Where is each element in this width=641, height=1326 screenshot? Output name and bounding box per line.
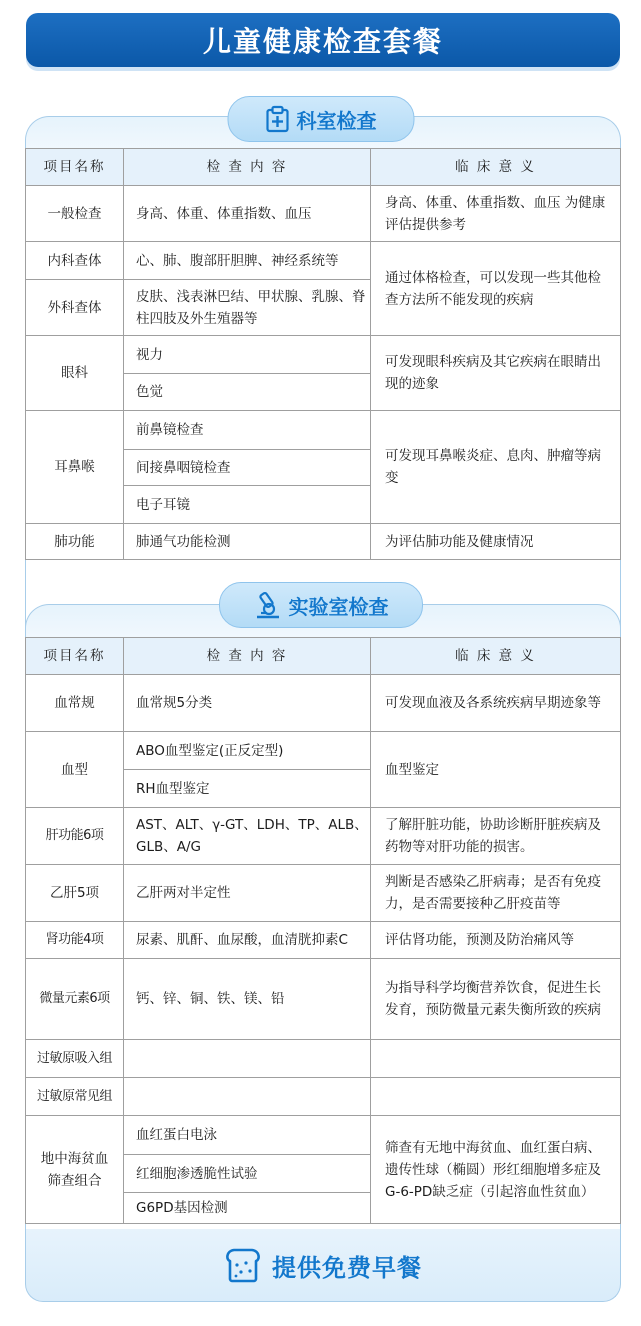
table-row bbox=[26, 1040, 621, 1078]
item-name: 肾功能4项 bbox=[26, 922, 124, 959]
clipboard-plus-icon bbox=[265, 105, 291, 133]
item-name: 血常规 bbox=[26, 675, 124, 732]
item-name: 肝功能6项 bbox=[26, 808, 124, 865]
item-name: 肺功能 bbox=[26, 524, 124, 560]
header-meaning: 临 床 意 义 bbox=[371, 638, 621, 675]
item-meaning: 了解肝脏功能，协助诊断肝脏疾病及药物等对肝功能的损害。 bbox=[371, 808, 621, 865]
bread-icon bbox=[224, 1247, 262, 1283]
item-content: 血红蛋白电泳 bbox=[124, 1116, 371, 1155]
table-row bbox=[26, 1078, 621, 1116]
item-name: 过敏原吸入组 bbox=[26, 1040, 124, 1078]
item-content: G6PD基因检测 bbox=[124, 1193, 371, 1224]
item-meaning: 可发现眼科疾病及其它疾病在眼睛出现的迹象 bbox=[371, 336, 621, 411]
item-meaning: 评估肾功能，预测及防治痛风等 bbox=[371, 922, 621, 959]
item-content: 肺通气功能检测 bbox=[124, 524, 371, 560]
item-meaning: 筛查有无地中海贫血、血红蛋白病、遗传性球（椭圆）形红细胞增多症及G-6-PD缺乏症（引起溶血性贫血） bbox=[371, 1116, 621, 1224]
item-content: 乙肝两对半定性 bbox=[124, 865, 371, 922]
item-name: 微量元素6项 bbox=[26, 959, 124, 1040]
item-name: 过敏原常见组 bbox=[26, 1078, 124, 1116]
item-content: 血常规5分类 bbox=[124, 675, 371, 732]
section-title-lab bbox=[219, 582, 423, 628]
item-content: 电子耳镜 bbox=[124, 486, 371, 524]
section-title-text: 实验室检查 bbox=[288, 594, 389, 619]
header-content: 检 查 内 容 bbox=[124, 149, 371, 186]
item-meaning: 判断是否感染乙肝病毒；是否有免疫力，是否需要接种乙肝疫苗等 bbox=[371, 865, 621, 922]
item-content: RH血型鉴定 bbox=[124, 770, 371, 808]
item-content: 色觉 bbox=[124, 374, 371, 411]
lab-table bbox=[25, 637, 621, 1224]
free-breakfast-banner bbox=[25, 1229, 621, 1302]
item-content: ABO血型鉴定(正反定型) bbox=[124, 732, 371, 770]
item-name: 眼科 bbox=[26, 336, 124, 411]
item-name: 地中海贫血筛查组合 bbox=[26, 1116, 124, 1224]
item-name: 外科查体 bbox=[26, 280, 124, 336]
item-meaning bbox=[371, 1078, 621, 1116]
page-title: 儿童健康检查套餐 bbox=[202, 25, 443, 58]
item-meaning: 可发现血液及各系统疾病早期迹象等 bbox=[371, 675, 621, 732]
table-row bbox=[26, 922, 621, 959]
item-meaning: 身高、体重、体重指数、血压 为健康评估提供参考 bbox=[371, 186, 621, 242]
microscope-icon bbox=[253, 590, 283, 620]
item-meaning: 通过体格检查，可以发现一些其他检查方法所不能发现的疾病 bbox=[371, 242, 621, 336]
item-content: AST、ALT、γ-GT、LDH、TP、ALB、GLB、A/G bbox=[124, 808, 371, 865]
item-content: 钙、锌、铜、铁、镁、铅 bbox=[124, 959, 371, 1040]
table-row bbox=[26, 808, 621, 865]
item-name: 乙肝5项 bbox=[26, 865, 124, 922]
item-meaning: 可发现耳鼻喉炎症、息肉、肿瘤等病变 bbox=[371, 411, 621, 524]
section-title-department bbox=[227, 96, 414, 142]
department-table bbox=[25, 148, 621, 560]
header-content: 检 查 内 容 bbox=[124, 638, 371, 675]
table-row bbox=[26, 242, 621, 280]
item-meaning bbox=[371, 1040, 621, 1078]
item-meaning: 为评估肺功能及健康情况 bbox=[371, 524, 621, 560]
header-name: 项目名称 bbox=[26, 638, 124, 675]
item-content bbox=[124, 1078, 371, 1116]
table-row bbox=[26, 959, 621, 1040]
item-name: 耳鼻喉 bbox=[26, 411, 124, 524]
item-meaning: 血型鉴定 bbox=[371, 732, 621, 808]
item-content: 心、肺、腹部肝胆脾、神经系统等 bbox=[124, 242, 371, 280]
table-row bbox=[26, 336, 621, 374]
item-name: 血型 bbox=[26, 732, 124, 808]
section-title-text: 科室检查 bbox=[296, 108, 377, 133]
item-name: 一般检查 bbox=[26, 186, 124, 242]
item-content bbox=[124, 1040, 371, 1078]
table-row bbox=[26, 186, 621, 242]
table-row bbox=[26, 865, 621, 922]
header-meaning: 临 床 意 义 bbox=[371, 149, 621, 186]
table-row bbox=[26, 675, 621, 732]
page-title-bar bbox=[26, 13, 620, 67]
table-header-row bbox=[26, 149, 621, 186]
table-header-row bbox=[26, 638, 621, 675]
item-meaning: 为指导科学均衡营养饮食，促进生长发育，预防微量元素失衡所致的疾病 bbox=[371, 959, 621, 1040]
item-content: 身高、体重、体重指数、血压 bbox=[124, 186, 371, 242]
table-row bbox=[26, 732, 621, 770]
item-content: 皮肤、浅表淋巴结、甲状腺、乳腺、脊柱四肢及外生殖器等 bbox=[124, 280, 371, 336]
table-row bbox=[26, 411, 621, 450]
item-content: 红细胞渗透脆性试验 bbox=[124, 1155, 371, 1193]
banner-text: 提供免费早餐 bbox=[272, 1253, 422, 1282]
table-row bbox=[26, 524, 621, 560]
item-content: 前鼻镜检查 bbox=[124, 411, 371, 450]
item-content: 尿素、肌酐、血尿酸，血清胱抑素C bbox=[124, 922, 371, 959]
item-content: 视力 bbox=[124, 336, 371, 374]
item-content: 间接鼻咽镜检查 bbox=[124, 450, 371, 486]
table-row bbox=[26, 1116, 621, 1155]
item-name: 内科查体 bbox=[26, 242, 124, 280]
header-name: 项目名称 bbox=[26, 149, 124, 186]
